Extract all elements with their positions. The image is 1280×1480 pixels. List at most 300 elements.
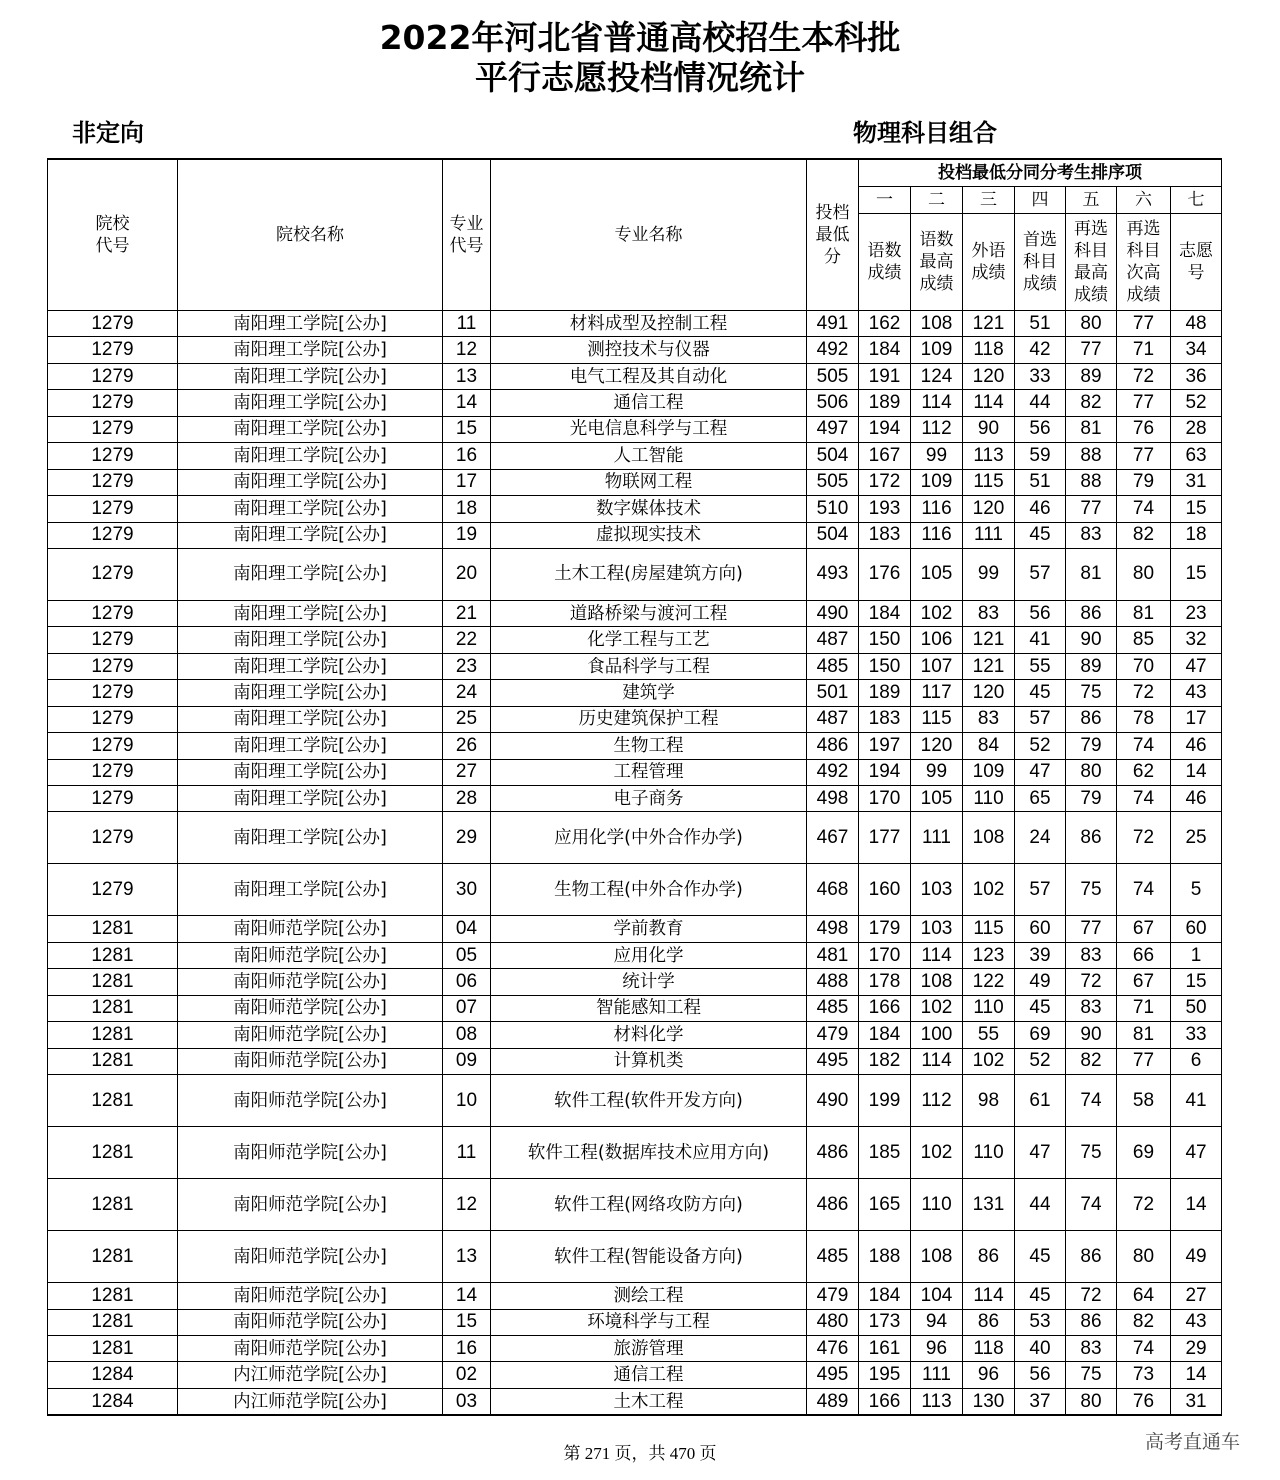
cell-order-1: 165 bbox=[859, 1179, 911, 1231]
cell-school-name: 南阳师范学院[公办] bbox=[178, 1179, 443, 1231]
header-school-code: 院校代号 bbox=[48, 159, 178, 311]
cell-school-code: 1279 bbox=[48, 496, 178, 522]
cell-order-4: 44 bbox=[1015, 1179, 1066, 1231]
cell-order-4: 51 bbox=[1015, 311, 1066, 337]
cell-order-4: 52 bbox=[1015, 733, 1066, 759]
table-row bbox=[48, 496, 1222, 522]
cell-major-code: 04 bbox=[443, 916, 491, 942]
cell-order-1: 184 bbox=[859, 1022, 911, 1048]
cell-order-5: 80 bbox=[1066, 311, 1117, 337]
table-row bbox=[48, 653, 1222, 679]
table-row bbox=[48, 1075, 1222, 1127]
cell-order-4: 37 bbox=[1015, 1388, 1066, 1415]
cell-order-2: 105 bbox=[911, 786, 963, 812]
cell-order-4: 44 bbox=[1015, 390, 1066, 416]
cell-order-2: 105 bbox=[911, 548, 963, 600]
cell-order-4: 45 bbox=[1015, 522, 1066, 548]
cell-min-score: 486 bbox=[807, 733, 859, 759]
cell-order-1: 167 bbox=[859, 443, 911, 469]
header-order-6: 六 bbox=[1117, 187, 1171, 214]
cell-order-7: 48 bbox=[1171, 311, 1222, 337]
cell-order-3: 102 bbox=[963, 1048, 1015, 1074]
cell-major-name: 测绘工程 bbox=[491, 1283, 807, 1309]
cell-order-3: 83 bbox=[963, 600, 1015, 626]
cell-order-1: 179 bbox=[859, 916, 911, 942]
cell-order-2: 107 bbox=[911, 653, 963, 679]
cell-order-6: 74 bbox=[1117, 864, 1171, 916]
cell-order-2: 104 bbox=[911, 1283, 963, 1309]
cell-order-3: 90 bbox=[963, 416, 1015, 442]
cell-school-name: 南阳理工学院[公办] bbox=[178, 522, 443, 548]
cell-major-name: 材料成型及控制工程 bbox=[491, 311, 807, 337]
cell-order-2: 114 bbox=[911, 390, 963, 416]
cell-school-code: 1279 bbox=[48, 653, 178, 679]
cell-major-code: 30 bbox=[443, 864, 491, 916]
cell-order-2: 116 bbox=[911, 522, 963, 548]
table-row bbox=[48, 1309, 1222, 1335]
cell-school-code: 1279 bbox=[48, 443, 178, 469]
cell-min-score: 492 bbox=[807, 337, 859, 363]
page-number: 第 271 页，共 470 页 bbox=[563, 1444, 717, 1463]
cell-min-score: 505 bbox=[807, 363, 859, 389]
cell-order-5: 77 bbox=[1066, 337, 1117, 363]
cell-order-4: 47 bbox=[1015, 1127, 1066, 1179]
cell-school-code: 1279 bbox=[48, 812, 178, 864]
cell-order-2: 109 bbox=[911, 469, 963, 495]
cell-order-7: 1 bbox=[1171, 942, 1222, 968]
cell-school-code: 1279 bbox=[48, 733, 178, 759]
cell-order-3: 110 bbox=[963, 786, 1015, 812]
cell-order-7: 36 bbox=[1171, 363, 1222, 389]
cell-order-6: 71 bbox=[1117, 337, 1171, 363]
cell-major-code: 08 bbox=[443, 1022, 491, 1048]
cell-order-1: 166 bbox=[859, 1388, 911, 1415]
cell-order-5: 75 bbox=[1066, 864, 1117, 916]
cell-major-name: 生物工程 bbox=[491, 733, 807, 759]
cell-major-name: 软件工程(智能设备方向) bbox=[491, 1231, 807, 1283]
cell-order-2: 124 bbox=[911, 363, 963, 389]
cell-order-5: 86 bbox=[1066, 1231, 1117, 1283]
cell-order-6: 66 bbox=[1117, 942, 1171, 968]
cell-order-5: 86 bbox=[1066, 1309, 1117, 1335]
cell-order-2: 114 bbox=[911, 1048, 963, 1074]
cell-school-name: 南阳师范学院[公办] bbox=[178, 1048, 443, 1074]
header-sub-7: 志愿号 bbox=[1171, 214, 1222, 311]
table-row bbox=[48, 311, 1222, 337]
header-order-7: 七 bbox=[1171, 187, 1222, 214]
cell-order-3: 118 bbox=[963, 1335, 1015, 1361]
cell-order-1: 193 bbox=[859, 496, 911, 522]
cell-min-score: 487 bbox=[807, 627, 859, 653]
cell-min-score: 488 bbox=[807, 969, 859, 995]
cell-order-1: 170 bbox=[859, 786, 911, 812]
cell-order-1: 185 bbox=[859, 1127, 911, 1179]
cell-order-3: 115 bbox=[963, 916, 1015, 942]
cell-school-code: 1281 bbox=[48, 1179, 178, 1231]
cell-order-6: 62 bbox=[1117, 759, 1171, 785]
cell-order-6: 73 bbox=[1117, 1362, 1171, 1388]
cell-order-3: 121 bbox=[963, 653, 1015, 679]
cell-order-1: 184 bbox=[859, 1283, 911, 1309]
cell-order-4: 57 bbox=[1015, 864, 1066, 916]
cell-school-code: 1281 bbox=[48, 1335, 178, 1361]
header-order-5: 五 bbox=[1066, 187, 1117, 214]
cell-order-4: 45 bbox=[1015, 1283, 1066, 1309]
cell-order-4: 40 bbox=[1015, 1335, 1066, 1361]
cell-order-5: 86 bbox=[1066, 600, 1117, 626]
cell-order-6: 85 bbox=[1117, 627, 1171, 653]
cell-order-2: 99 bbox=[911, 443, 963, 469]
cell-order-7: 52 bbox=[1171, 390, 1222, 416]
cell-order-2: 108 bbox=[911, 1231, 963, 1283]
table-row bbox=[48, 1388, 1222, 1415]
cell-order-6: 77 bbox=[1117, 443, 1171, 469]
cell-order-5: 79 bbox=[1066, 733, 1117, 759]
cell-order-6: 70 bbox=[1117, 653, 1171, 679]
cell-major-name: 通信工程 bbox=[491, 1362, 807, 1388]
cell-school-code: 1281 bbox=[48, 942, 178, 968]
cell-major-code: 02 bbox=[443, 1362, 491, 1388]
cell-school-name: 南阳师范学院[公办] bbox=[178, 1231, 443, 1283]
cell-order-1: 178 bbox=[859, 969, 911, 995]
cell-school-name: 南阳理工学院[公办] bbox=[178, 680, 443, 706]
cell-order-7: 34 bbox=[1171, 337, 1222, 363]
cell-order-3: 98 bbox=[963, 1075, 1015, 1127]
cell-major-name: 智能感知工程 bbox=[491, 995, 807, 1021]
cell-order-6: 58 bbox=[1117, 1075, 1171, 1127]
cell-major-name: 应用化学(中外合作办学) bbox=[491, 812, 807, 864]
cell-order-7: 60 bbox=[1171, 916, 1222, 942]
cell-school-code: 1279 bbox=[48, 627, 178, 653]
table-row bbox=[48, 600, 1222, 626]
cell-order-5: 79 bbox=[1066, 786, 1117, 812]
cell-order-4: 65 bbox=[1015, 786, 1066, 812]
table-row bbox=[48, 1335, 1222, 1361]
cell-order-4: 49 bbox=[1015, 969, 1066, 995]
cell-order-4: 57 bbox=[1015, 548, 1066, 600]
cell-order-1: 177 bbox=[859, 812, 911, 864]
cell-major-name: 生物工程(中外合作办学) bbox=[491, 864, 807, 916]
header-order-1: 一 bbox=[859, 187, 911, 214]
cell-school-name: 南阳理工学院[公办] bbox=[178, 337, 443, 363]
cell-school-name: 南阳师范学院[公办] bbox=[178, 916, 443, 942]
cell-major-name: 物联网工程 bbox=[491, 469, 807, 495]
cell-school-name: 南阳师范学院[公办] bbox=[178, 1309, 443, 1335]
cell-order-5: 89 bbox=[1066, 653, 1117, 679]
cell-school-name: 南阳师范学院[公办] bbox=[178, 1283, 443, 1309]
cell-order-6: 82 bbox=[1117, 1309, 1171, 1335]
cell-order-4: 57 bbox=[1015, 706, 1066, 732]
cell-order-7: 32 bbox=[1171, 627, 1222, 653]
cell-order-5: 86 bbox=[1066, 812, 1117, 864]
cell-school-name: 南阳理工学院[公办] bbox=[178, 443, 443, 469]
cell-school-code: 1279 bbox=[48, 311, 178, 337]
subject-combination-label: 物理科目组合 bbox=[853, 119, 997, 147]
cell-order-5: 72 bbox=[1066, 1283, 1117, 1309]
cell-order-3: 120 bbox=[963, 363, 1015, 389]
header-sub-3: 外语成绩 bbox=[963, 214, 1015, 311]
cell-order-1: 195 bbox=[859, 1362, 911, 1388]
table-row bbox=[48, 1179, 1222, 1231]
cell-major-code: 06 bbox=[443, 969, 491, 995]
cell-order-6: 77 bbox=[1117, 390, 1171, 416]
cell-major-code: 13 bbox=[443, 1231, 491, 1283]
cell-order-7: 23 bbox=[1171, 600, 1222, 626]
cell-major-name: 电气工程及其自动化 bbox=[491, 363, 807, 389]
cell-order-6: 81 bbox=[1117, 1022, 1171, 1048]
cell-order-7: 46 bbox=[1171, 733, 1222, 759]
cell-order-7: 33 bbox=[1171, 1022, 1222, 1048]
cell-order-7: 50 bbox=[1171, 995, 1222, 1021]
cell-order-3: 110 bbox=[963, 995, 1015, 1021]
cell-order-1: 199 bbox=[859, 1075, 911, 1127]
cell-major-code: 26 bbox=[443, 733, 491, 759]
cell-order-5: 90 bbox=[1066, 627, 1117, 653]
table-row bbox=[48, 1022, 1222, 1048]
cell-min-score: 468 bbox=[807, 864, 859, 916]
header-order-3: 三 bbox=[963, 187, 1015, 214]
cell-order-1: 189 bbox=[859, 390, 911, 416]
table-row bbox=[48, 416, 1222, 442]
cell-order-4: 41 bbox=[1015, 627, 1066, 653]
cell-order-2: 103 bbox=[911, 916, 963, 942]
cell-school-name: 内江师范学院[公办] bbox=[178, 1388, 443, 1415]
header-order-2: 二 bbox=[911, 187, 963, 214]
cell-major-name: 学前教育 bbox=[491, 916, 807, 942]
cell-order-6: 67 bbox=[1117, 969, 1171, 995]
cell-order-1: 184 bbox=[859, 337, 911, 363]
header-sub-6: 再选科目次高成绩 bbox=[1117, 214, 1171, 311]
cell-min-score: 479 bbox=[807, 1022, 859, 1048]
cell-order-6: 82 bbox=[1117, 522, 1171, 548]
cell-order-6: 71 bbox=[1117, 995, 1171, 1021]
cell-school-code: 1279 bbox=[48, 416, 178, 442]
cell-order-1: 161 bbox=[859, 1335, 911, 1361]
cell-order-2: 102 bbox=[911, 600, 963, 626]
cell-order-5: 88 bbox=[1066, 443, 1117, 469]
cell-school-name: 南阳理工学院[公办] bbox=[178, 706, 443, 732]
cell-order-2: 117 bbox=[911, 680, 963, 706]
cell-school-code: 1281 bbox=[48, 1022, 178, 1048]
cell-major-code: 25 bbox=[443, 706, 491, 732]
table-row bbox=[48, 680, 1222, 706]
cell-order-5: 77 bbox=[1066, 916, 1117, 942]
table-body bbox=[48, 311, 1222, 1416]
cell-school-code: 1281 bbox=[48, 916, 178, 942]
cell-school-code: 1281 bbox=[48, 1309, 178, 1335]
cell-major-name: 材料化学 bbox=[491, 1022, 807, 1048]
cell-major-name: 应用化学 bbox=[491, 942, 807, 968]
cell-order-5: 80 bbox=[1066, 759, 1117, 785]
header-sub-1: 语数成绩 bbox=[859, 214, 911, 311]
cell-order-5: 83 bbox=[1066, 995, 1117, 1021]
cell-major-name: 人工智能 bbox=[491, 443, 807, 469]
cell-order-6: 74 bbox=[1117, 733, 1171, 759]
cell-order-7: 29 bbox=[1171, 1335, 1222, 1361]
cell-order-7: 14 bbox=[1171, 1362, 1222, 1388]
cell-order-7: 46 bbox=[1171, 786, 1222, 812]
cell-school-code: 1279 bbox=[48, 706, 178, 732]
cell-order-1: 170 bbox=[859, 942, 911, 968]
cell-order-2: 96 bbox=[911, 1335, 963, 1361]
cell-order-7: 25 bbox=[1171, 812, 1222, 864]
cell-order-5: 75 bbox=[1066, 680, 1117, 706]
cell-order-3: 84 bbox=[963, 733, 1015, 759]
cell-order-5: 83 bbox=[1066, 522, 1117, 548]
cell-order-3: 86 bbox=[963, 1231, 1015, 1283]
cell-min-score: 485 bbox=[807, 1231, 859, 1283]
category-label: 非定向 bbox=[72, 119, 144, 147]
cell-order-6: 81 bbox=[1117, 600, 1171, 626]
cell-order-3: 131 bbox=[963, 1179, 1015, 1231]
cell-order-5: 81 bbox=[1066, 548, 1117, 600]
cell-order-6: 74 bbox=[1117, 1335, 1171, 1361]
cell-order-7: 18 bbox=[1171, 522, 1222, 548]
cell-order-1: 188 bbox=[859, 1231, 911, 1283]
cell-min-score: 476 bbox=[807, 1335, 859, 1361]
cell-major-code: 09 bbox=[443, 1048, 491, 1074]
cell-major-code: 24 bbox=[443, 680, 491, 706]
cell-min-score: 504 bbox=[807, 443, 859, 469]
cell-school-code: 1279 bbox=[48, 759, 178, 785]
cell-order-4: 45 bbox=[1015, 1231, 1066, 1283]
cell-order-4: 53 bbox=[1015, 1309, 1066, 1335]
cell-major-name: 测控技术与仪器 bbox=[491, 337, 807, 363]
table-row bbox=[48, 786, 1222, 812]
cell-school-name: 南阳理工学院[公办] bbox=[178, 363, 443, 389]
header-sub-2: 语数最高成绩 bbox=[911, 214, 963, 311]
cell-order-4: 46 bbox=[1015, 496, 1066, 522]
cell-school-name: 南阳理工学院[公办] bbox=[178, 416, 443, 442]
header-major-name: 专业名称 bbox=[491, 159, 807, 311]
cell-school-code: 1284 bbox=[48, 1388, 178, 1415]
cell-major-code: 18 bbox=[443, 496, 491, 522]
cell-order-2: 106 bbox=[911, 627, 963, 653]
cell-school-code: 1284 bbox=[48, 1362, 178, 1388]
cell-order-2: 103 bbox=[911, 864, 963, 916]
cell-order-7: 41 bbox=[1171, 1075, 1222, 1127]
cell-order-4: 56 bbox=[1015, 1362, 1066, 1388]
cell-order-4: 61 bbox=[1015, 1075, 1066, 1127]
cell-order-5: 77 bbox=[1066, 496, 1117, 522]
table-row bbox=[48, 995, 1222, 1021]
cell-min-score: 495 bbox=[807, 1362, 859, 1388]
cell-school-name: 南阳师范学院[公办] bbox=[178, 942, 443, 968]
cell-order-4: 47 bbox=[1015, 759, 1066, 785]
table-row bbox=[48, 812, 1222, 864]
cell-order-3: 113 bbox=[963, 443, 1015, 469]
header-min-score: 投档最低分 bbox=[807, 159, 859, 311]
cell-order-6: 72 bbox=[1117, 363, 1171, 389]
cell-order-5: 74 bbox=[1066, 1179, 1117, 1231]
header-school-name: 院校名称 bbox=[178, 159, 443, 311]
cell-order-2: 115 bbox=[911, 706, 963, 732]
cell-order-7: 15 bbox=[1171, 496, 1222, 522]
table-row bbox=[48, 548, 1222, 600]
cell-order-7: 31 bbox=[1171, 469, 1222, 495]
cell-order-6: 64 bbox=[1117, 1283, 1171, 1309]
cell-order-3: 120 bbox=[963, 496, 1015, 522]
cell-order-3: 114 bbox=[963, 1283, 1015, 1309]
cell-major-name: 电子商务 bbox=[491, 786, 807, 812]
cell-school-code: 1279 bbox=[48, 600, 178, 626]
header-major-code: 专业代号 bbox=[443, 159, 491, 311]
cell-order-3: 86 bbox=[963, 1309, 1015, 1335]
cell-order-6: 69 bbox=[1117, 1127, 1171, 1179]
cell-major-name: 统计学 bbox=[491, 969, 807, 995]
cell-major-name: 食品科学与工程 bbox=[491, 653, 807, 679]
cell-order-3: 55 bbox=[963, 1022, 1015, 1048]
cell-school-name: 南阳师范学院[公办] bbox=[178, 1075, 443, 1127]
cell-order-2: 112 bbox=[911, 416, 963, 442]
cell-min-score: 489 bbox=[807, 1388, 859, 1415]
cell-major-name: 软件工程(软件开发方向) bbox=[491, 1075, 807, 1127]
table-row bbox=[48, 627, 1222, 653]
table-row bbox=[48, 337, 1222, 363]
cell-min-score: 497 bbox=[807, 416, 859, 442]
cell-order-3: 109 bbox=[963, 759, 1015, 785]
cell-order-1: 191 bbox=[859, 363, 911, 389]
cell-order-6: 78 bbox=[1117, 706, 1171, 732]
cell-major-code: 29 bbox=[443, 812, 491, 864]
cell-order-3: 118 bbox=[963, 337, 1015, 363]
cell-major-code: 23 bbox=[443, 653, 491, 679]
cell-order-4: 60 bbox=[1015, 916, 1066, 942]
cell-order-7: 17 bbox=[1171, 706, 1222, 732]
cell-school-name: 南阳理工学院[公办] bbox=[178, 469, 443, 495]
cell-order-3: 99 bbox=[963, 548, 1015, 600]
cell-order-3: 83 bbox=[963, 706, 1015, 732]
cell-order-6: 76 bbox=[1117, 1388, 1171, 1415]
cell-order-7: 47 bbox=[1171, 1127, 1222, 1179]
cell-order-1: 176 bbox=[859, 548, 911, 600]
cell-school-name: 南阳理工学院[公办] bbox=[178, 812, 443, 864]
cell-major-name: 旅游管理 bbox=[491, 1335, 807, 1361]
cell-major-name: 软件工程(数据库技术应用方向) bbox=[491, 1127, 807, 1179]
cell-order-6: 72 bbox=[1117, 1179, 1171, 1231]
cell-order-5: 89 bbox=[1066, 363, 1117, 389]
cell-order-7: 47 bbox=[1171, 653, 1222, 679]
cell-major-name: 计算机类 bbox=[491, 1048, 807, 1074]
cell-order-5: 74 bbox=[1066, 1075, 1117, 1127]
cell-order-4: 56 bbox=[1015, 600, 1066, 626]
cell-order-2: 112 bbox=[911, 1075, 963, 1127]
cell-order-2: 114 bbox=[911, 942, 963, 968]
table-row bbox=[48, 916, 1222, 942]
cell-order-5: 81 bbox=[1066, 416, 1117, 442]
cell-order-5: 83 bbox=[1066, 1335, 1117, 1361]
cell-order-2: 111 bbox=[911, 812, 963, 864]
table-row bbox=[48, 1231, 1222, 1283]
table-row bbox=[48, 1362, 1222, 1388]
cell-min-score: 481 bbox=[807, 942, 859, 968]
cell-order-3: 114 bbox=[963, 390, 1015, 416]
cell-major-name: 化学工程与工艺 bbox=[491, 627, 807, 653]
cell-order-6: 67 bbox=[1117, 916, 1171, 942]
cell-order-1: 172 bbox=[859, 469, 911, 495]
table-row bbox=[48, 969, 1222, 995]
cell-order-1: 173 bbox=[859, 1309, 911, 1335]
cell-order-5: 82 bbox=[1066, 1048, 1117, 1074]
cell-school-name: 南阳师范学院[公办] bbox=[178, 969, 443, 995]
cell-major-name: 通信工程 bbox=[491, 390, 807, 416]
cell-order-2: 99 bbox=[911, 759, 963, 785]
cell-order-5: 83 bbox=[1066, 942, 1117, 968]
cell-major-name: 软件工程(网络攻防方向) bbox=[491, 1179, 807, 1231]
cell-school-name: 南阳师范学院[公办] bbox=[178, 1335, 443, 1361]
cell-order-2: 116 bbox=[911, 496, 963, 522]
cell-school-name: 南阳理工学院[公办] bbox=[178, 864, 443, 916]
